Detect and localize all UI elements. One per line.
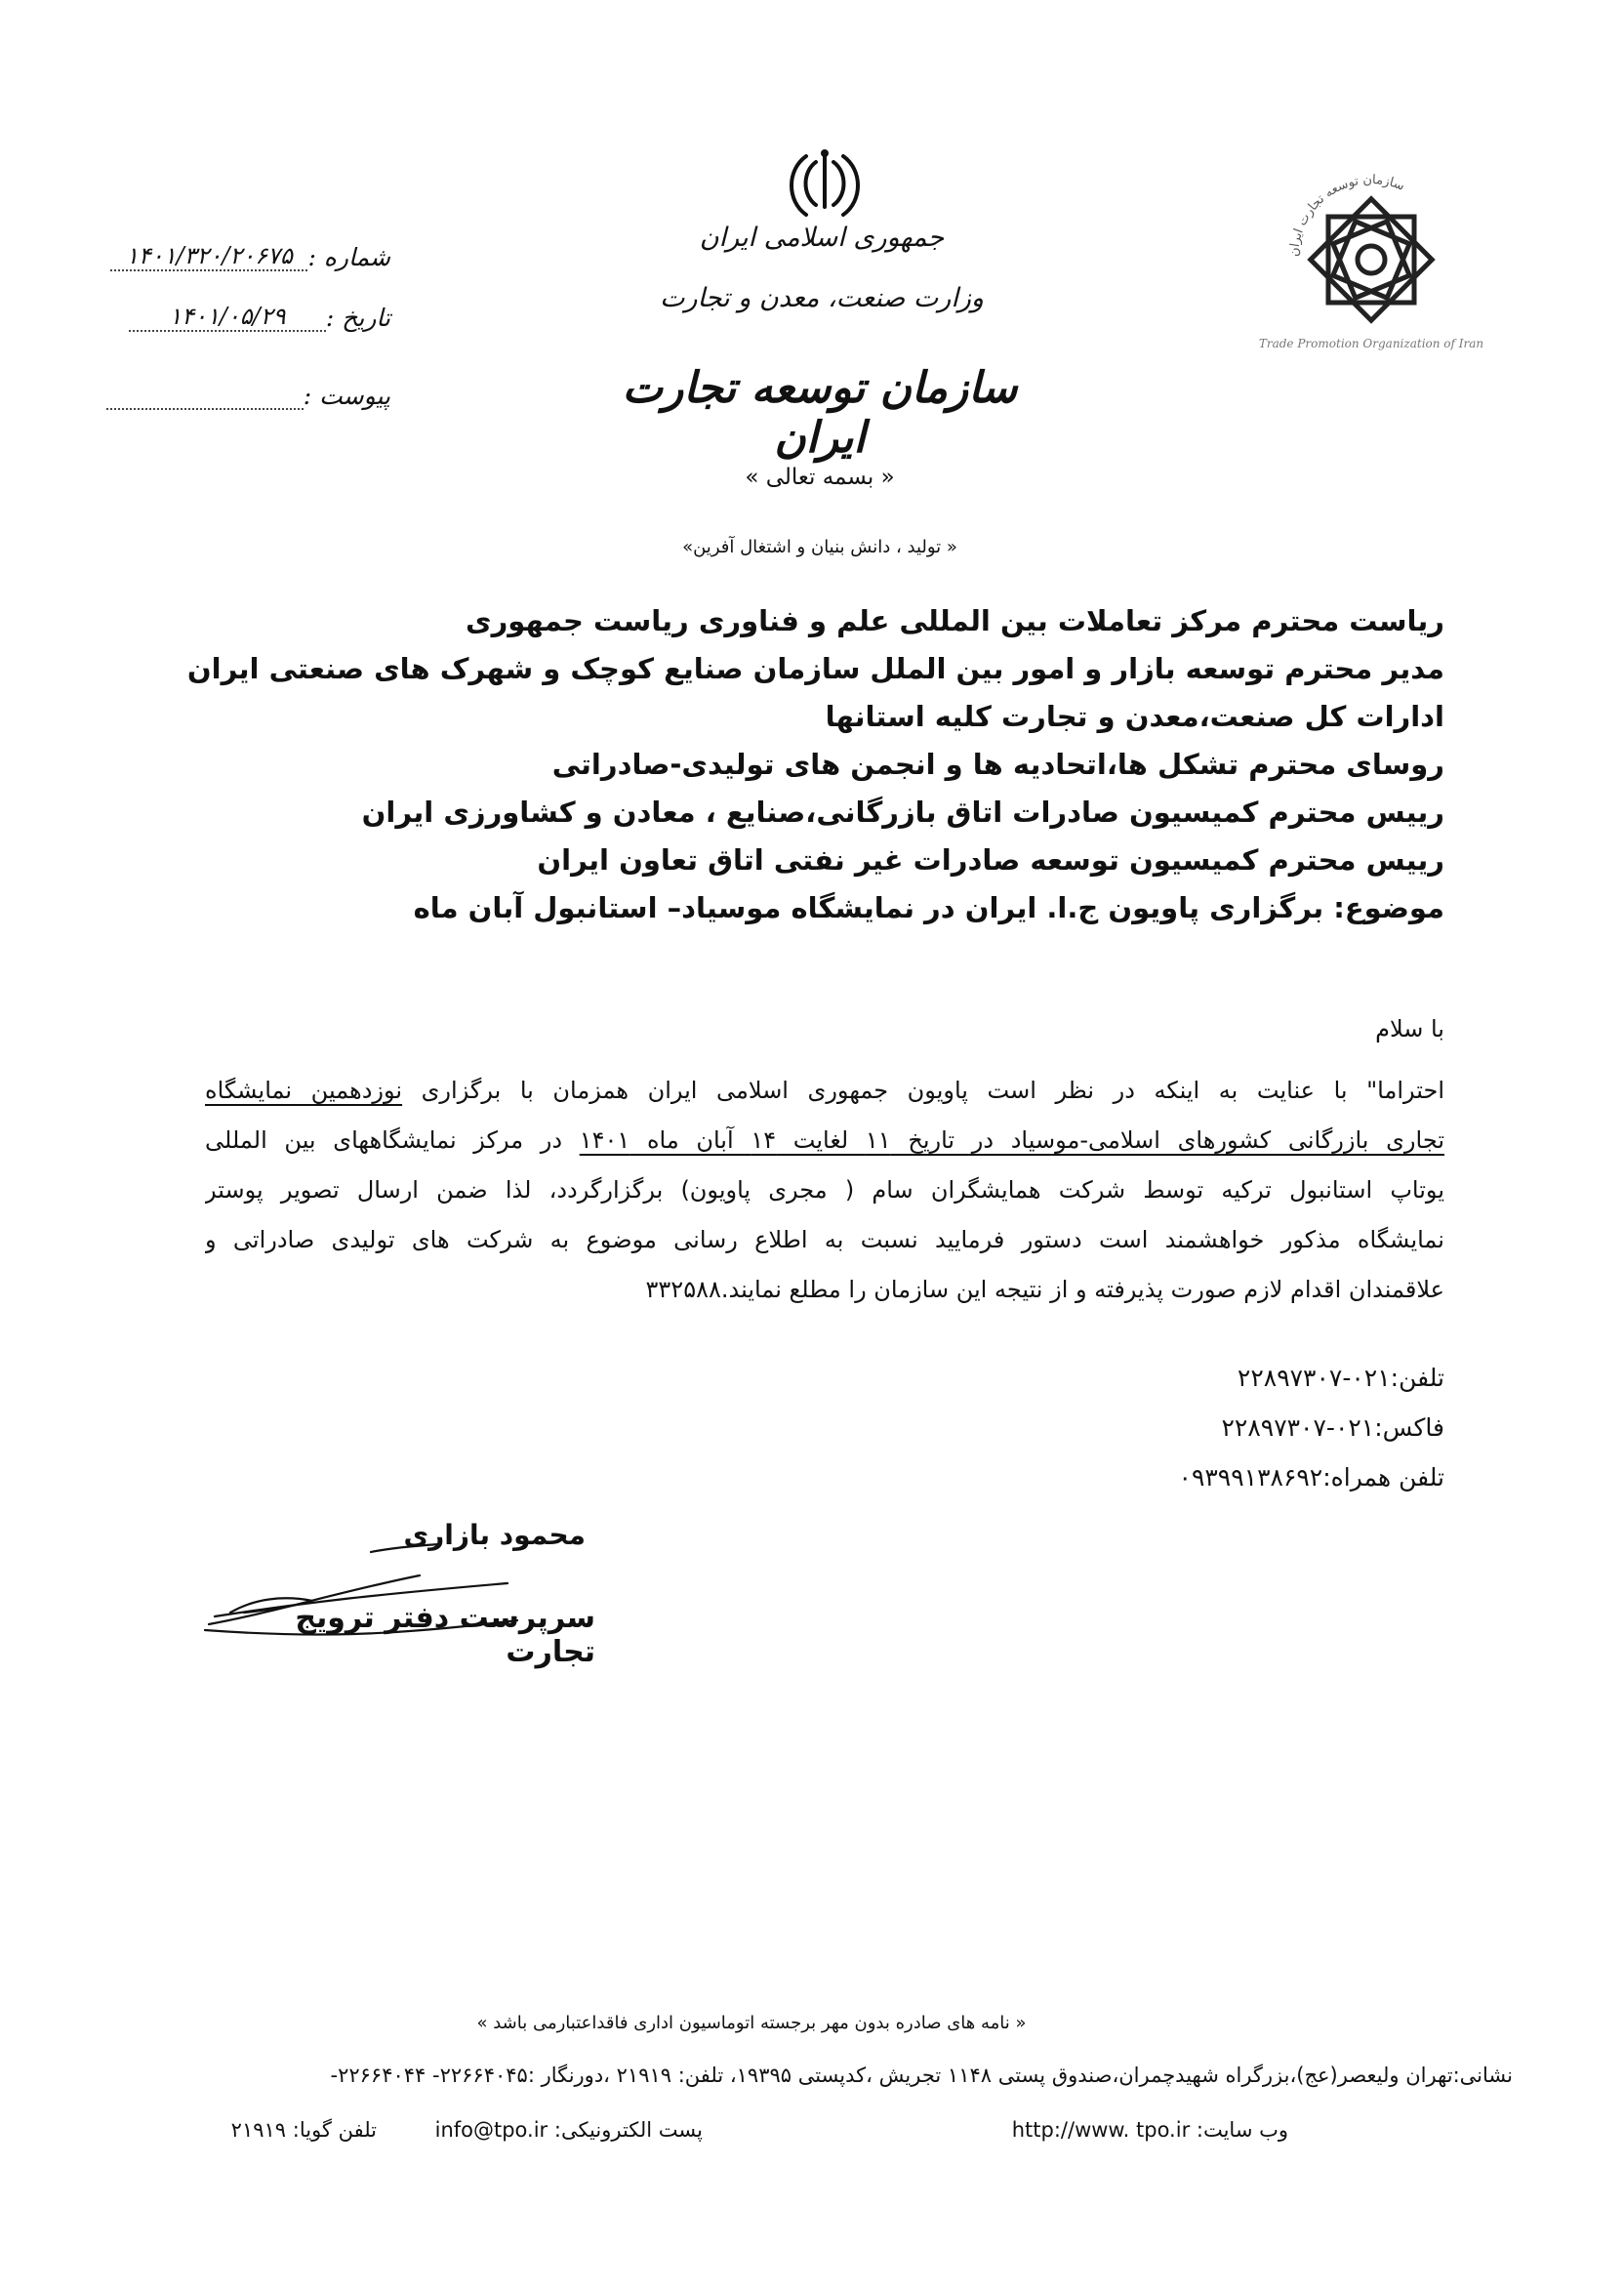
motto: « تولید ، دانش بنیان و اشتغال آفرین»	[682, 537, 957, 557]
contacts-block	[117, 1353, 1444, 1502]
letter-number-row	[59, 232, 390, 271]
body-line	[205, 1116, 1444, 1165]
letter-body	[205, 1066, 1444, 1315]
contact-mobile: تلفن همراه:۰۹۳۹۹۱۳۸۶۹۲	[1178, 1463, 1444, 1492]
letter-date-label: تاریخ :	[325, 304, 390, 332]
gov-line-ministry: وزارت صنعت، معدن و تجارت	[660, 283, 984, 313]
contact-phone: تلفن:۰۲۱-۲۲۸۹۷۳۰۷	[1237, 1364, 1444, 1392]
recipient-line: رییس محترم کمیسیون توسعه صادرات غیر نفتی اتاق تعاون ایران	[537, 843, 1444, 877]
iran-emblem-icon	[773, 146, 876, 226]
recipients-block	[117, 597, 1444, 932]
letter-date-value: ۱۴۰۱/۰۵/۲۹	[129, 303, 326, 332]
body-text: احتراما" با عنایت به اینکه در نظر است پاویون جمهوری اسلامی ایران همزمان با برگزاری	[402, 1077, 1444, 1104]
contact-fax: فاکس:۰۲۱-۲۲۸۹۷۳۰۷	[1221, 1413, 1444, 1442]
body-text: در مرکز نمایشگاههای بین المللی	[205, 1126, 580, 1154]
subject-line	[117, 884, 1444, 932]
basmala: « بسمه تعالی »	[745, 465, 895, 490]
org-name: سازمان توسعه تجارت ایران	[622, 363, 1018, 463]
gov-line-republic: جمهوری اسلامی ایران	[699, 223, 945, 253]
letter-number-value: ۱۴۰۱/۳۲۰/۲۰۶۷۵	[110, 242, 307, 271]
subject-text: برگزاری پاویون ج.ا. ایران در نمایشگاه موسیاد– استانبول آبان ماه	[413, 891, 1324, 924]
exhibition-dates-underlined: تجاری بازرگانی کشورهای اسلامی-موسیاد در تاریخ ۱۱ لغایت ۱۴ آبان ماه ۱۴۰۱	[579, 1126, 1444, 1154]
greeting: با سلام	[1375, 1015, 1444, 1042]
body-line: علاقمندان اقدام لازم صورت پذیرفته و از نتیجه این سازمان را مطلع نمایند.۳۳۲۵۸۸	[645, 1276, 1444, 1303]
footer-note: « نامه های صادره بدون مهر برجسته اتوماسیون اداری فاقداعتبارمی باشد »	[476, 2013, 1027, 2033]
footer-email: پست الکترونیکی: info@tpo.ir	[434, 2118, 703, 2142]
attachment-label: پیوست :	[303, 382, 390, 410]
exhibition-name-underlined: نوزدهمین نمایشگاه	[205, 1077, 403, 1104]
footer-website: وب سایت: http://www. tpo.ir	[1011, 2118, 1288, 2142]
recipient-line: مدیر محترم توسعه بازار و امور بین الملل سازمان صنایع کوچک و شهرک های صنعتی ایران	[186, 652, 1444, 685]
signer-name: محمود بازاری	[403, 1519, 586, 1551]
svg-text:سازمان توسعه تجارت ایران: سازمان توسعه تجارت ایران	[1286, 172, 1407, 258]
body-line: یوتاپ استانبول ترکیه توسط شرکت همایشگران سام ( مجری پاویون) برگزارگردد، لذا ضمن ارسال تصویر پوستر	[205, 1176, 1444, 1204]
tpo-logo-icon	[1259, 144, 1483, 369]
letter-number-label: شماره :	[307, 243, 390, 271]
footer-phone: تلفن گویا: ۲۱۹۱۹	[230, 2118, 377, 2142]
recipient-line: ادارات کل صنعت،معدن و تجارت کلیه استانها	[825, 700, 1444, 733]
signer-title: سرپرست دفتر ترویج تجارت	[295, 1601, 595, 1669]
letter-date-row	[59, 293, 390, 332]
body-line	[205, 1066, 1444, 1116]
recipient-line: رییس محترم کمیسیون صادرات اتاق بازرگانی،صنایع ، معادن و کشاورزی ایران	[361, 796, 1444, 829]
attachment-row	[59, 371, 390, 410]
body-line: نمایشگاه مذکور خواهشمند است دستور فرمایید نسبت به اطلاع رسانی موضوع به شرکت های تولیدی صادراتی و	[205, 1226, 1444, 1253]
attachment-value	[106, 408, 304, 410]
subject-label: موضوع:	[1333, 891, 1444, 924]
recipient-line: روسای محترم تشکل ها،اتحادیه ها و انجمن های تولیدی-صادراتی	[551, 748, 1444, 781]
footer-address: نشانی:تهران ولیعصر(عج)،بزرگراه شهیدچمران،صندوق پستی ۱۱۴۸ تجریش ،کدپستی ۱۹۳۹۵، تلفن: ۲۱۹۱۹ ،دورنگار :۲۲۶۶۴۰۴۵- ۲۲۶۶۴۰۴۴-	[330, 2064, 1513, 2087]
svg-text:Trade Promotion Organization o: Trade Promotion Organization of Iran	[1259, 337, 1483, 350]
recipient-line: ریاست محترم مرکز تعاملات بین المللی علم و فناوری ریاست جمهوری	[466, 604, 1444, 637]
